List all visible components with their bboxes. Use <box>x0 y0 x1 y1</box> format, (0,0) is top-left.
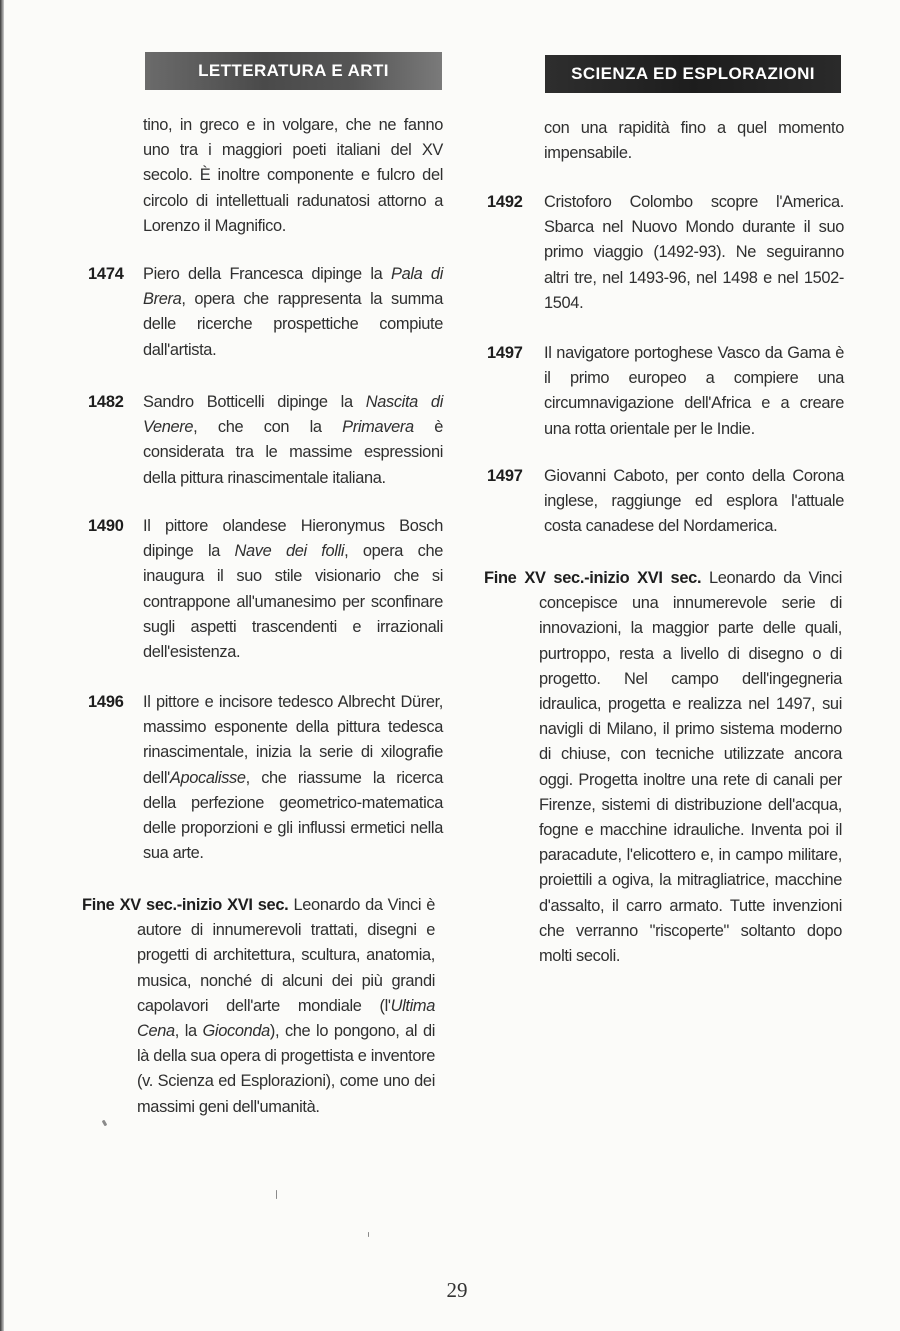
continuation-text: con una rapidità fino a quel momento impensabile. <box>544 119 844 163</box>
entry-year: 1474 <box>88 265 124 283</box>
timeline-entry <box>88 262 443 363</box>
scan-speck <box>368 1232 369 1237</box>
entry-text: Fine XV sec.-inizio XVI sec. Leonardo da Vinci concepisce una innumerevole serie di innovazioni, la maggior parte delle quali, purtroppo, resta a livello di disegno o di progetto. Nel campo dell'ingegneria idraulica, progetta e realizza nel 1497, sui navigli di Milano, il primo sistema moderno di chiuse, con tecniche utilizzate ancora oggi. Progetta inoltre una rete di canali per Firenze, sistemi di distribuzione dell'acqua, fogne e macchine idrauliche. Inventa poi il paracadute, l'elicottero e, in campo militare, proiettili a ogiva, la mitragliatrice, macchine d'assalto, il carro armato. Tutte invenzioni che verranno "riscoperte" soltanto dopo molti secoli. <box>484 569 842 966</box>
entry-text: Piero della Francesca dipinge la Pala di Brera, opera che rappresenta la summa delle ricerche prospettiche compiute dall'artista. <box>143 265 443 359</box>
timeline-entry-leonardo-science <box>484 566 842 969</box>
timeline-entry <box>487 464 844 540</box>
entry-text: Il pittore olandese Hieronymus Bosch dipinge la Nave dei folli, opera che inaugura il suo stile visionario che si contrappone all'umanesimo per sconfinare sugli aspetti trascendenti e irrazionali dell'esistenza. <box>143 517 443 662</box>
timeline-entry <box>487 190 844 316</box>
entry-text: Giovanni Caboto, per conto della Corona inglese, raggiunge ed esplora l'attuale costa canadese del Nordamerica. <box>544 467 844 536</box>
timeline-entry <box>487 341 844 442</box>
entry-period: Fine XV sec.-inizio XVI sec. <box>484 569 702 587</box>
continuation-text: tino, in greco e in volgare, che ne fanno uno tra i maggiori poeti italiani del XV secolo. È inoltre componente e fulcro del circolo di intellettuali radunatosi attorno a Lorenzo il Magnifico. <box>143 116 443 235</box>
entry-period: Fine XV sec.-inizio XVI sec. <box>82 896 289 914</box>
right-continuation-paragraph <box>544 116 844 166</box>
timeline-entry <box>88 390 443 491</box>
entry-year: 1492 <box>487 193 523 211</box>
left-continuation-paragraph <box>143 113 443 239</box>
section-header-scienza: SCIENZA ED ESPLORAZIONI <box>545 55 841 93</box>
scan-speck <box>276 1190 277 1199</box>
page-binding-edge <box>0 0 4 1331</box>
page-number: 29 <box>446 1278 468 1302</box>
entry-year: 1490 <box>88 517 124 535</box>
entry-text: Cristoforo Colombo scopre l'America. Sbarca nel Nuovo Mondo durante il suo primo viaggio (1492-93). Ne seguiranno altri tre, nel 1493-96, nel 1498 e nel 1502-1504. <box>544 193 844 312</box>
entry-text: Il pittore e incisore tedesco Albrecht Dürer, massimo esponente della pittura tedesca rinascimentale, inizia la serie di xilografie dell'Apocalisse, che riassume la ricerca della perfezione geometrico-matematica delle proporzioni e gli influssi ermetici nella sua arte. <box>143 693 443 863</box>
timeline-entry-leonardo-arts <box>82 893 435 1120</box>
entry-year: 1497 <box>487 344 523 362</box>
timeline-entry <box>88 690 443 866</box>
entry-text: Il navigatore portoghese Vasco da Gama è il primo europeo a compiere una circumnavigazione dell'Africa e a creare una rotta orientale per le Indie. <box>544 344 844 438</box>
timeline-entry <box>88 514 443 665</box>
entry-year: 1496 <box>88 693 124 711</box>
entry-year: 1482 <box>88 393 124 411</box>
entry-text: Sandro Botticelli dipinge la Nascita di Venere, che con la Primavera è considerata tra le massime espressioni della pittura rinascimentale italiana. <box>143 393 443 487</box>
entry-text: Fine XV sec.-inizio XVI sec. Leonardo da Vinci è autore di innumerevoli trattati, disegni e progetti di architettura, scultura, anatomia, musica, nonché di alcuni dei più grandi capolavori dell'arte mondiale (l'Ultima Cena, la Gioconda), che lo pongono, al di là della sua opera di progettista e inventore (v. Scienza ed Esplorazioni), come uno dei massimi geni dell'umanità. <box>82 896 435 1116</box>
section-header-letteratura: LETTERATURA E ARTI <box>145 52 442 90</box>
scan-speck <box>102 1120 108 1127</box>
entry-year: 1497 <box>487 467 523 485</box>
